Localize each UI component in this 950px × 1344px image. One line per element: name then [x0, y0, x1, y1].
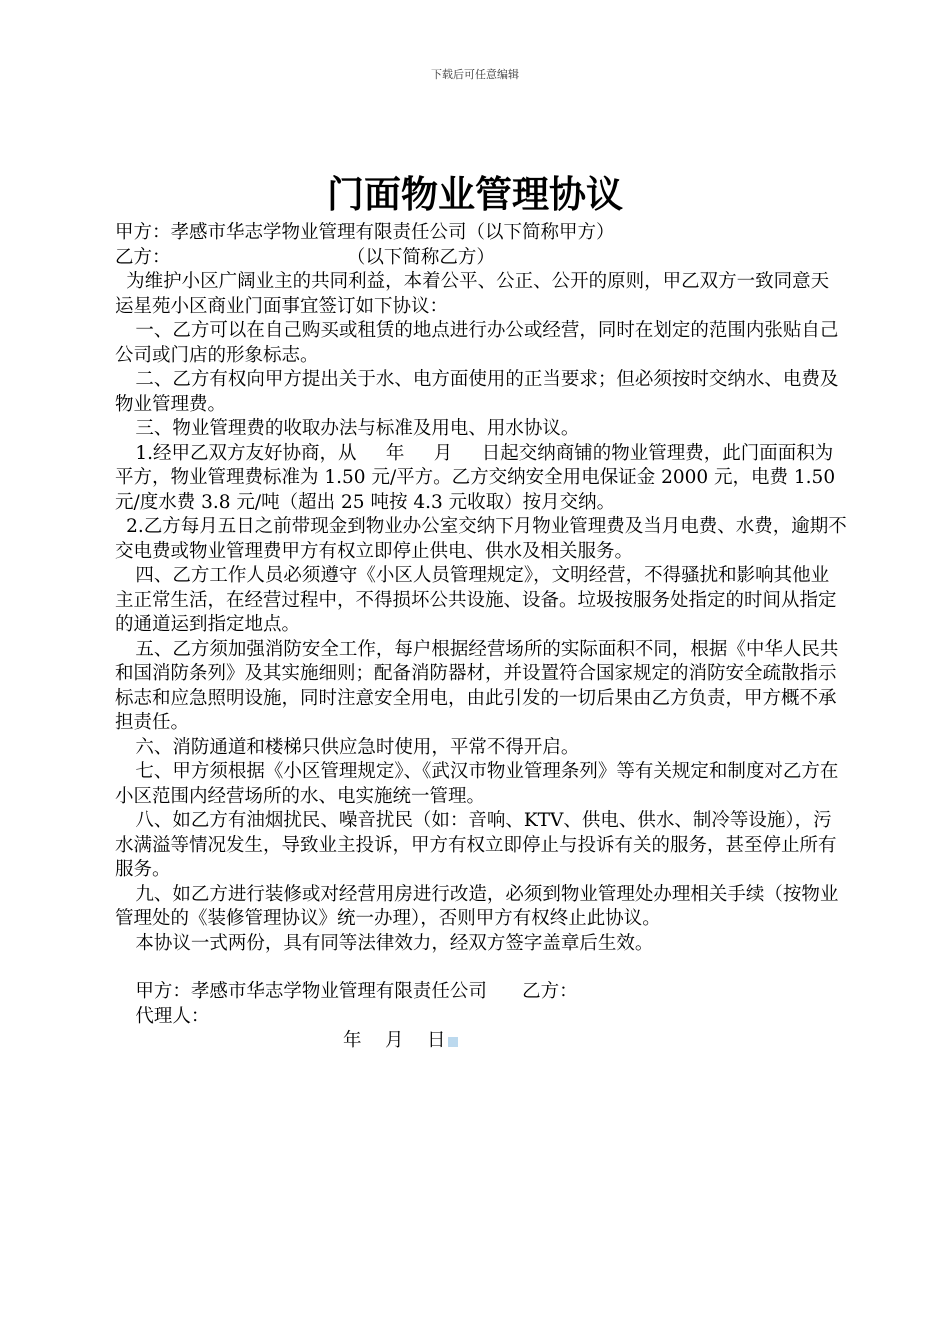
- spacer: [115, 956, 847, 980]
- clause-7-paragraph: 七、甲方须根据《小区管理规定》、《武汉市物业管理条列》等有关规定和制度对乙方在小区范围内经营场所的水、电实施统一管理。: [115, 761, 839, 807]
- signature-date: 年 月 日: [343, 1030, 446, 1051]
- party-a-line: 甲方：孝感市华志学物业管理有限责任公司（以下简称甲方）: [115, 222, 615, 243]
- clause-3-item-1-paragraph: 1.经甲乙双方友好协商，从 年 月 日起交纳商铺的物业管理费，此门面面积为 平方，物业管理费标准为 1.50 元/平方。乙方交纳安全用电保证金 2000 元，电费 1.50 元/度水费 3.8 元/吨（超出 25 吨按 4.3 元收取）按月交纳。: [115, 442, 887, 513]
- document-title: 门面物业管理协议: [327, 173, 623, 216]
- clause-4-paragraph: 四、乙方工作人员必须遵守《小区人员管理规定》，文明经营，不得骚扰和影响其他业主正常生活，在经营过程中，不得损坏公共设施、设备。垃圾按服务处指定的时间从指定的通道运到指定地点。: [115, 565, 837, 635]
- signature-party-a: 甲方：孝感市华志学物业管理有限责任公司: [135, 981, 487, 1002]
- clause-5-paragraph: 五、乙方须加强消防安全工作，每户根据经营场所的实际面积不同，根据《中华人民共和国消防条列》及其实施细则；配备消防器材，并设置符合国家规定的消防安全疏散指示标志和应急照明设施，同时注意安全用电，由此引发的一切后果由乙方负责，甲方概不承担责任。: [115, 638, 839, 733]
- clause-6-paragraph: 六、消防通道和楼梯只供应急时使用，平常不得开启。: [135, 736, 580, 758]
- signature-date-row: [115, 1029, 847, 1054]
- clause-3-item-2-paragraph: 2.乙方每月五日之前带现金到物业办公室交纳下月物业管理费及当月电费、水费，逾期不交电费或物业管理费甲方有权立即停止供电、供水及相关服务。: [115, 516, 847, 562]
- clause-9-paragraph: 九、如乙方进行装修或对经营用房进行改造，必须到物业管理处办理相关手续（按物业管理处的《装修管理协议》统一办理），否则甲方有权终止此协议。: [115, 883, 839, 929]
- clause-8-paragraph: 八、如乙方有油烟扰民、噪音扰民（如：音响、KTV、供电、供水、制冷等设施），污水满溢等情况发生，导致业主投诉，甲方有权立即停止与投诉有关的服务，甚至停止所有服务。: [115, 810, 837, 880]
- header-note: 下载后可任意编辑: [431, 68, 519, 81]
- party-b-line: 乙方： （以下简称乙方）: [115, 246, 495, 268]
- text-cursor-marker: [448, 1037, 458, 1047]
- preamble-paragraph: 为维护小区广阔业主的共同利益，本着公平、公正、公开的原则，甲乙双方一致同意天运星苑小区商业门面事宜签订如下协议：: [115, 271, 830, 317]
- document-body: [115, 221, 887, 1054]
- clause-2-paragraph: 二、乙方有权向甲方提出关于水、电方面使用的正当要求；但必须按时交纳水、电费及物业管理费。: [115, 369, 839, 415]
- closing-paragraph: 本协议一式两份，具有同等法律效力，经双方签字盖章后生效。: [135, 932, 654, 954]
- clause-1-paragraph: 一、乙方可以在自己购买或租赁的地点进行办公或经营，同时在划定的范围内张贴自己公司或门店的形象标志。: [115, 320, 839, 366]
- signature-agent: 代理人：: [135, 1005, 210, 1027]
- signature-row: [115, 980, 847, 1005]
- clause-3-paragraph: 三、物业管理费的收取办法与标准及用电、用水协议。: [135, 418, 580, 439]
- signature-party-b: 乙方：: [522, 981, 578, 1002]
